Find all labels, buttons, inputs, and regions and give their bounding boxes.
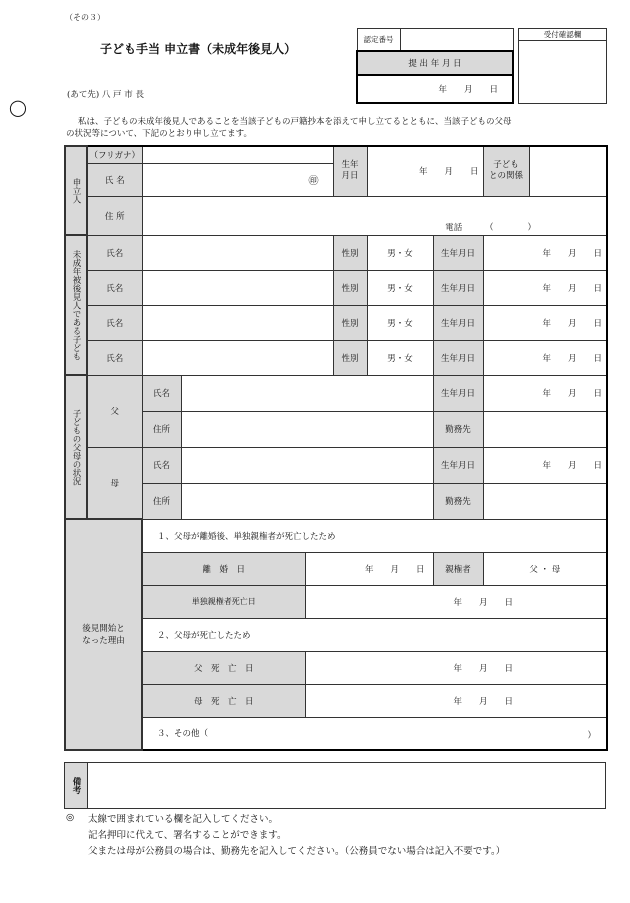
father-death-label: 父 死 亡 日 [142, 651, 305, 684]
custodian-field[interactable]: 父 ・ 母 [483, 552, 607, 585]
intro-text: 私は、子どもの未成年後見人であることを当該子どもの戸籍抄本を添えて申し立てるとともに、当該子どもの父母 の状況等について、下記のとおり申し立てます。 [66, 117, 512, 139]
approval-table [356, 28, 514, 104]
reason-option-3[interactable] [142, 717, 607, 750]
father-birth-field[interactable]: 年 月 日 [483, 375, 607, 411]
mother-employer-field[interactable] [483, 483, 607, 519]
child-name-label: 氏名 [87, 340, 142, 375]
child-birth-field[interactable]: 年 月 日 [483, 305, 607, 340]
receipt-field[interactable] [519, 41, 607, 104]
child-sex-label: 性別 [333, 235, 367, 270]
cert-no-label: 認定番号 [357, 29, 400, 51]
reason-section-label: 後見開始と なった理由 [65, 519, 142, 750]
applicant-address-field[interactable] [142, 196, 607, 235]
remarks-field[interactable] [88, 763, 606, 809]
mother-birth-label: 生年月日 [433, 447, 483, 483]
child-sex-field[interactable]: 男・女 [367, 305, 433, 340]
father-employer-label: 勤務先 [433, 411, 483, 447]
child-name-field[interactable] [142, 270, 333, 305]
child-birth-label: 生年月日 [433, 270, 483, 305]
father-employer-field[interactable] [483, 411, 607, 447]
reason-option-3-label: ３、その他（ [157, 729, 209, 740]
child-birth-field[interactable]: 年 月 日 [483, 270, 607, 305]
child-sex-label: 性別 [333, 270, 367, 305]
note-line-3: 父または母が公務員の場合は、勤務先を記入してください。（公務員でない場合は記入不要です。） [88, 846, 506, 857]
relation-label: 子ども との関係 [483, 146, 529, 196]
divorce-date-label: 離 婚 日 [142, 552, 305, 585]
page-title: 子ども手当 申立書（未成年後見人） [100, 42, 297, 56]
father-name-field[interactable] [181, 375, 433, 411]
mother-death-label: 母 死 亡 日 [142, 684, 305, 717]
furigana-field[interactable] [142, 146, 333, 163]
applicant-birth-field[interactable]: 年 月 日 [367, 146, 483, 196]
child-name-label: 氏名 [87, 305, 142, 340]
remarks-table [64, 762, 606, 809]
mother-label: 母 [87, 447, 142, 519]
furigana-label: （フリガナ） [87, 146, 142, 163]
submit-date-field[interactable]: 年 月 日 [357, 75, 513, 103]
applicant-name-label: 氏 名 [87, 163, 142, 196]
page-tag: （その３） [65, 13, 105, 22]
child-sex-field[interactable]: 男・女 [367, 235, 433, 270]
notes-mark: ◎ [66, 812, 75, 823]
father-address-field[interactable] [181, 411, 433, 447]
applicant-birth-label: 生年 月日 [333, 146, 367, 196]
mother-address-field[interactable] [181, 483, 433, 519]
applicant-address-label: 住 所 [87, 196, 142, 235]
phone-label: 電話 [445, 222, 463, 233]
submit-date-label: 提 出 年 月 日 [357, 51, 513, 75]
child-row [65, 270, 607, 305]
mother-name-field[interactable] [181, 447, 433, 483]
child-row [65, 235, 607, 270]
reason-option-1[interactable]: １、父母が離婚後、単独親権者が死亡したため [142, 519, 607, 552]
cert-no-field[interactable] [400, 29, 513, 51]
sole-death-label: 単独親権者死亡日 [142, 585, 305, 618]
reason-option-3-close: ） [587, 730, 597, 741]
father-label: 父 [87, 375, 142, 447]
divorce-date-field[interactable]: 年 月 日 [305, 552, 433, 585]
note-line-1: 太線で囲まれている欄を記入してください。 [88, 814, 279, 825]
mother-birth-field[interactable]: 年 月 日 [483, 447, 607, 483]
children-section-label: 未成年被後見人である子ども [65, 235, 87, 375]
receipt-label: 受付確認欄 [519, 29, 607, 41]
custodian-label: 親権者 [433, 552, 483, 585]
reason-option-2[interactable]: ２、父母が死亡したため [142, 618, 607, 651]
relation-field[interactable] [529, 146, 607, 196]
father-address-label: 住所 [142, 411, 181, 447]
mother-employer-label: 勤務先 [433, 483, 483, 519]
child-name-label: 氏名 [87, 270, 142, 305]
child-row [65, 340, 607, 375]
father-birth-label: 生年月日 [433, 375, 483, 411]
child-row [65, 305, 607, 340]
child-birth-label: 生年月日 [433, 305, 483, 340]
child-sex-label: 性別 [333, 340, 367, 375]
remarks-label: 備考 [65, 763, 88, 809]
phone-field[interactable]: （ ） [485, 222, 537, 233]
addressee: (あて先) 八 戸 市 長 [67, 90, 144, 100]
child-birth-field[interactable]: 年 月 日 [483, 340, 607, 375]
child-birth-label: 生年月日 [433, 235, 483, 270]
father-death-field[interactable]: 年 月 日 [305, 651, 607, 684]
mother-name-label: 氏名 [142, 447, 181, 483]
child-name-field[interactable] [142, 235, 333, 270]
child-name-field[interactable] [142, 305, 333, 340]
receipt-table [518, 28, 607, 104]
parents-section-label: 子どもの父母の状況 [65, 375, 87, 519]
child-sex-field[interactable]: 男・女 [367, 270, 433, 305]
notes [88, 812, 505, 860]
child-name-field[interactable] [142, 340, 333, 375]
child-sex-label: 性別 [333, 305, 367, 340]
mother-death-field[interactable]: 年 月 日 [305, 684, 607, 717]
applicant-name-field[interactable]: ㊞ [142, 163, 333, 196]
main-form [64, 145, 608, 751]
father-name-label: 氏名 [142, 375, 181, 411]
applicant-section-label: 申立人 [65, 146, 87, 235]
child-name-label: 氏名 [87, 235, 142, 270]
note-line-2: 記名押印に代えて、署名することができます。 [88, 830, 287, 841]
child-birth-field[interactable]: 年 月 日 [483, 235, 607, 270]
child-birth-label: 生年月日 [433, 340, 483, 375]
child-sex-field[interactable]: 男・女 [367, 340, 433, 375]
mother-address-label: 住所 [142, 483, 181, 519]
sole-death-field[interactable]: 年 月 日 [305, 585, 607, 618]
punch-hole-mark: ◯ [9, 98, 27, 117]
